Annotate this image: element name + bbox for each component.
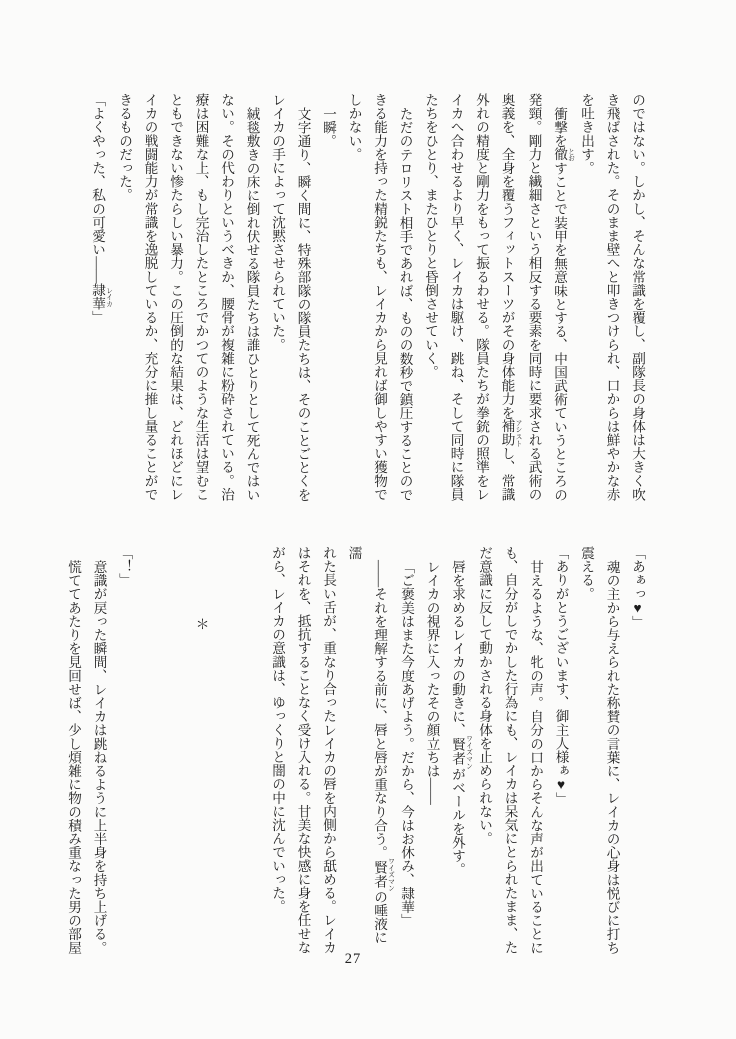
text-line: 文字通り、瞬く間に、特殊部隊の隊員たちは、そのことごとくを (295, 106, 311, 501)
text-line: 療は困難な上、もし完治したところでかつてのような生活は望むこ (193, 93, 209, 501)
text-line: だ意識に反して動かされる身体を止められない。 (477, 546, 492, 846)
text-line: ――それを理解する前に、唇と唇が重なり合う。賢者 ワイズマンの唾液に濡 (346, 546, 394, 944)
text-line: 「！」 (117, 546, 132, 587)
ruby-annotated-word: 賢者 ワイズマン (450, 734, 472, 769)
text-line: 奥義を、全身を覆うフィットスーツがその身体能力を補助 アシストし、常識 (499, 93, 521, 502)
text-line: 発頸。剛力と繊細さという相反する要素を同時に要求される武術の (526, 93, 542, 501)
text-line: も、自分がしでかした行為にも、レイカは呆気にとられたまま、た (502, 546, 518, 954)
text-line: はそれを、抵抗することなく受け入れる。甘美な快感に身を任せな (295, 546, 311, 954)
text-line: 震える。 (579, 546, 594, 601)
blank-line (214, 546, 240, 956)
text-line: 「ありがとうございます、御主人様ぁ♥」 (553, 546, 569, 806)
text-block-bottom (61, 546, 651, 956)
text-line: き飛ばされた。そのまま壁へと叩きつけられ、口からは鮮やかな赤 (604, 93, 620, 501)
text-block-top (85, 93, 651, 501)
text-line: きる能力を持った精鋭たちも、レイカから見れば御しやすい獲物で (372, 93, 387, 501)
blank-line (239, 546, 265, 956)
text-line: 魂の主から与えられた称賛の言葉に、レイカの心身は悦びに打ち (604, 559, 620, 954)
text-line: たちをひとり、またひとりと昏倒させていく。 (423, 93, 438, 379)
text-line: を吐き出す。 (579, 93, 594, 175)
section-separator: ＊ (193, 616, 209, 631)
text-line: 一瞬。 (321, 106, 336, 148)
text-line: イカの戦闘能力が常識を逸脱しているか、充分に推し量ることがで (142, 93, 158, 501)
text-line: 「ご褒美はまた今度あげよう。だから、今はお休み、隷華」 (399, 559, 414, 927)
text-line: 絨毯敷きの床に倒れ伏せる隊員たちは誰ひとりとして死んではい (244, 106, 260, 501)
text-line: レイカの視界に入ったその顔立ちは―― (424, 559, 440, 805)
text-line: ない。その代わりというべきか、腰骨が複雑に粉砕されている。治 (219, 93, 234, 501)
text-line: 唇を求めるレイカの動きに、賢者 ワイズマンがベールを外す。 (450, 559, 472, 876)
text-line: しかない。 (346, 93, 362, 161)
text-line: 慌ててあたりを見回せば、少し煩雑に物の積み重なった男の部屋 (66, 559, 81, 954)
ruby-annotated-word: 補助 アシスト (499, 419, 521, 447)
text-line: イカへ合わせるより早く、レイカは駆け、跳ね、そして同時に隊員 (448, 93, 464, 501)
text-line: レイカの手によって沈黙させられていた。 (270, 93, 285, 352)
text-line: 「よくやった、私の可愛い――隷華 レイカ」 (90, 93, 112, 325)
text-line: のではない。しかし、そんな常識を覆し、副隊長の身体は大きく吹 (630, 93, 645, 501)
ruby-annotated-word: 徹 とお (552, 147, 574, 162)
text-line: れた長い舌が、重なり合ったレイカの唇を内側から舐める。レイカ (321, 546, 336, 954)
page-number: 27 (344, 951, 362, 967)
text-line: 「あぁっ♥」 (630, 546, 645, 629)
text-line: がら、レイカの意識は、ゆっくりと闇の中に沈んでいった。 (270, 546, 285, 914)
text-line: 甘えるような、牝の声。自分の口からそんな声が出ていることに (528, 559, 543, 954)
ruby-annotated-word: 賢者 ワイズマン (372, 857, 394, 892)
text-line: ともできない惨たらしい暴力。この圧倒的な結果は、どれほどにレ (168, 93, 183, 501)
text-line: きるものだった。 (117, 93, 132, 202)
text-line: ただのテロリスト相手であれば、ものの数秒で鎮圧することので (397, 106, 413, 501)
text-line: 衝撃を徹 とおすことで装甲を無意味とする、中国武術ていうところの (552, 106, 574, 502)
blank-line (163, 546, 189, 956)
text-line: 外れの精度と剛力をもって振るわせる。隊員たちが拳銃の照準をレ (474, 93, 489, 501)
blank-line (137, 546, 163, 956)
ruby-annotated-word: 隷華 レイカ (90, 283, 112, 311)
text-line: 意識が戻った瞬間、レイカは跳ねるように上半身を持ち上げる。 (91, 559, 107, 954)
